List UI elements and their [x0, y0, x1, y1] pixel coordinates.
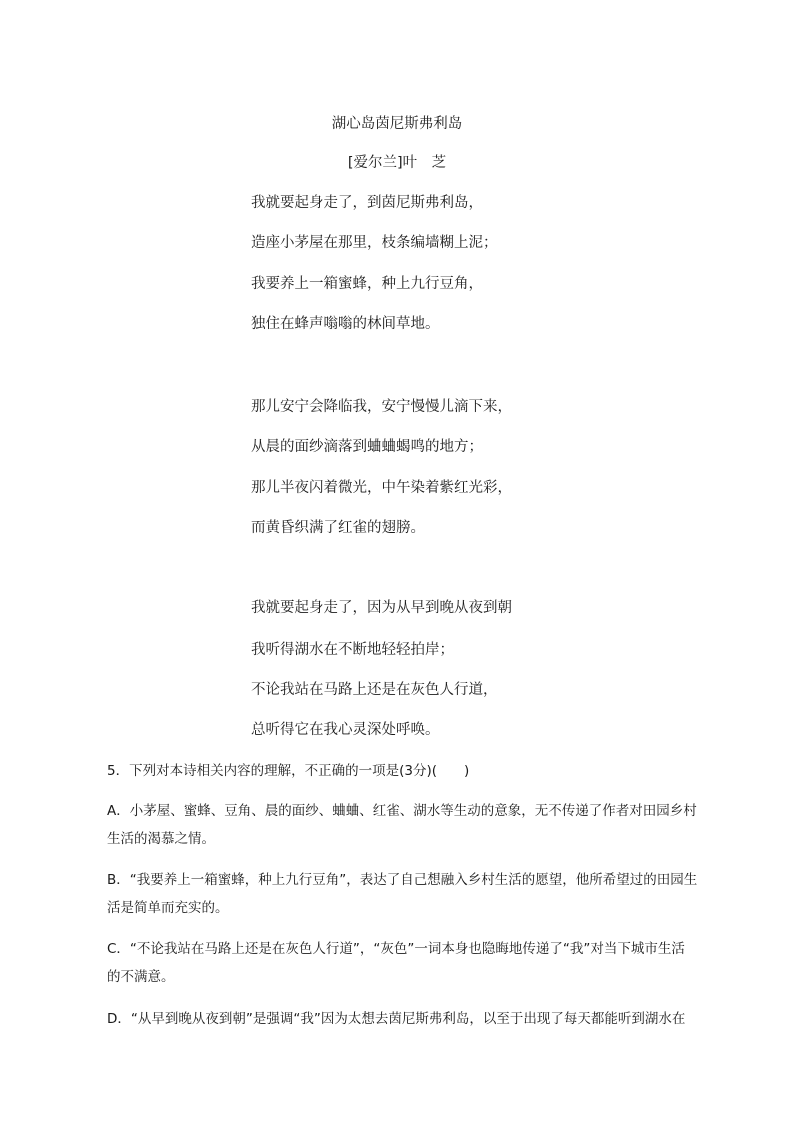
poem-line: 我听得湖水在不断地轻轻拍岸； [251, 642, 454, 658]
option-text-line: D．“从早到晚从夜到朝”是强调“我”因为太想去茵尼斯弗利岛，以至于出现了每天都能听到湖水在 [107, 1011, 686, 1027]
option-a [107, 797, 717, 853]
option-text-line: 的不满意。 [107, 969, 175, 985]
poem-line: 我就要起身走了，到茵尼斯弗利岛， [251, 195, 483, 211]
poem-line: 那儿半夜闪着微光，中午染着紫红光彩， [251, 480, 512, 496]
question-stem: 5．下列对本诗相关内容的理解，不正确的一项是(3分)( ) [107, 763, 470, 779]
option-text-line: 活是简单而充实的。 [107, 900, 229, 916]
option-text-line: A．小茅屋、蜜蜂、豆角、晨的面纱、蛐蛐、红雀、湖水等生动的意象，无不传递了作者对田园乡村 [107, 803, 697, 819]
poem-author: [爱尔兰]叶 芝 [347, 155, 447, 171]
poem-line: 那儿安宁会降临我，安宁慢慢儿滴下来， [251, 399, 512, 415]
poem-line: 造座小茅屋在那里，枝条编墙糊上泥； [251, 235, 498, 251]
poem-line: 我就要起身走了，因为从早到晚从夜到朝 [251, 600, 512, 616]
option-text-line: 生活的渴慕之情。 [107, 831, 215, 847]
poem-line: 独住在蜂声嗡嗡的林间草地。 [251, 316, 440, 332]
poem-line: 总听得它在我心灵深处呼唤。 [251, 722, 440, 738]
option-b [107, 866, 717, 922]
poem-line: 而黄昏织满了红雀的翅膀。 [251, 520, 425, 536]
option-text-line: B．“我要养上一箱蜜蜂，种上九行豆角”，表达了自己想融入乡村生活的愿望，他所希望过的田园生 [107, 872, 698, 888]
option-c [107, 935, 717, 991]
poem-line: 我要养上一箱蜜蜂，种上九行豆角， [251, 276, 483, 292]
option-text-line: C．“不论我站在马路上还是在灰色人行道”，“灰色”一词本身也隐晦地传递了“我”对当下城市生活 [107, 941, 685, 957]
poem-line: 从晨的面纱滴落到蛐蛐蝎鸣的地方； [251, 439, 483, 455]
option-d [107, 1005, 717, 1033]
poem-line: 不论我站在马路上还是在灰色人行道， [251, 682, 498, 698]
poem-title: 湖心岛茵尼斯弗利岛 [331, 116, 463, 132]
